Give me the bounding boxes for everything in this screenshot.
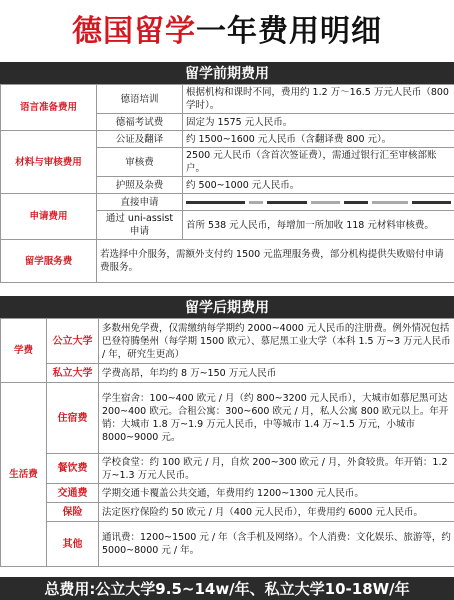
category-tuition: 学费 bbox=[1, 319, 47, 383]
item-label: 通过 uni-assist 申请 bbox=[97, 211, 183, 240]
item-label: 私立大学 bbox=[47, 364, 99, 383]
item-label: 公证及翻译 bbox=[97, 131, 183, 148]
redaction-bar bbox=[344, 201, 368, 204]
table-row bbox=[1, 240, 454, 283]
redaction-bar bbox=[249, 201, 263, 204]
item-label: 德语培训 bbox=[97, 85, 183, 114]
table-row bbox=[1, 503, 454, 522]
redaction-bar bbox=[267, 201, 307, 204]
item-desc: 学费高昂，年均约 8 万~150 万元人民币 bbox=[99, 364, 454, 383]
item-label: 审核费 bbox=[97, 148, 183, 177]
table-row bbox=[1, 522, 454, 567]
item-desc: 若选择中介服务，需额外支付约 1500 元监理服务费，部分机构提供失败赔付申请费服务。 bbox=[97, 240, 454, 283]
redaction-bars bbox=[186, 201, 451, 204]
item-desc: 多数州免学费，仅需缴纳每学期约 2000~4000 元人民币的注册费。例外情况包括巴登符腾堡州（每学期 1500 欧元）、慕尼黑工业大学（本科 1.5 万~3 万元人民币 / 年，研究生更高） bbox=[99, 319, 454, 364]
category-living: 生活费 bbox=[1, 383, 47, 567]
item-label: 德福考试费 bbox=[97, 114, 183, 131]
redacted-text bbox=[183, 194, 454, 211]
table-row bbox=[1, 364, 454, 383]
item-desc: 固定为 1575 元人民币。 bbox=[183, 114, 454, 131]
table-row bbox=[1, 319, 454, 364]
item-label: 公立大学 bbox=[47, 319, 99, 364]
total-cost-footer: 总费用:公立大学9.5~14w/年、私立大学10-18W/年 bbox=[0, 577, 454, 600]
item-desc: 首所 538 元人民币，每增加一所加收 118 元材料审核费。 bbox=[183, 211, 454, 240]
table-row bbox=[1, 131, 454, 148]
redaction-bar bbox=[186, 201, 245, 204]
item-desc: 学校食堂：约 100 欧元 / 月，自炊 200~300 欧元 / 月，外食较贵。年开销：1.2 万~1.3 万元人民币。 bbox=[99, 454, 454, 484]
title-black: 一年费用明细 bbox=[196, 14, 382, 49]
table-row bbox=[1, 194, 454, 211]
item-desc: 2500 元人民币（含首次签证费），需通过银行汇至审核部账户。 bbox=[183, 148, 454, 177]
item-label: 餐饮费 bbox=[47, 454, 99, 484]
redaction-bar bbox=[311, 201, 341, 204]
post-cost-table bbox=[0, 318, 454, 567]
table-row bbox=[1, 454, 454, 484]
category-material: 材料与审核费用 bbox=[1, 131, 97, 194]
title-red: 德国留学 bbox=[72, 14, 196, 49]
item-desc: 根据机构和课时不同，费用约 1.2 万～16.5 万元人民币（800 学时）。 bbox=[183, 85, 454, 114]
item-label: 住宿费 bbox=[47, 383, 99, 454]
item-desc: 约 1500~1600 元人民币（含翻译费 800 元）。 bbox=[183, 131, 454, 148]
item-label: 交通费 bbox=[47, 484, 99, 503]
item-label: 直接申请 bbox=[97, 194, 183, 211]
item-label: 护照及杂费 bbox=[97, 177, 183, 194]
page-title bbox=[0, 0, 454, 56]
item-desc: 法定医疗保险约 50 欧元 / 月（400 元人民币），年费用约 6000 元人民币。 bbox=[99, 503, 454, 522]
item-desc: 通讯费：1200~1500 元 / 年（含手机及网络）。个人消费：文化娱乐、旅游等，约 5000~8000 元 / 年。 bbox=[99, 522, 454, 567]
pre-cost-table bbox=[0, 84, 454, 283]
redaction-bar bbox=[412, 201, 452, 204]
category-language: 语言准备费用 bbox=[1, 85, 97, 131]
category-apply: 申请费用 bbox=[1, 194, 97, 240]
table-row bbox=[1, 484, 454, 503]
item-desc: 学生宿舍：100~400 欧元 / 月（约 800~3200 元人民币），大城市如慕尼黑可达 200~400 欧元。合租公寓：300~600 欧元 / 月，私人公寓 800 欧元以上。年开销：大城市 1.8 万~1.9 万元人民币，中等城市 1.4 万~1.5 万元，小城市 8000~9000 元。 bbox=[99, 383, 454, 454]
redaction-bar bbox=[372, 201, 408, 204]
pre-section-header: 留学前期费用 bbox=[0, 62, 454, 84]
table-row bbox=[1, 383, 454, 454]
item-label: 其他 bbox=[47, 522, 99, 567]
item-label: 保险 bbox=[47, 503, 99, 522]
post-section-header: 留学后期费用 bbox=[0, 296, 454, 318]
item-desc: 学期交通卡覆盖公共交通，年费用约 1200~1300 元人民币。 bbox=[99, 484, 454, 503]
category-service: 留学服务费 bbox=[1, 240, 97, 283]
item-desc: 约 500~1000 元人民币。 bbox=[183, 177, 454, 194]
table-row bbox=[1, 85, 454, 114]
